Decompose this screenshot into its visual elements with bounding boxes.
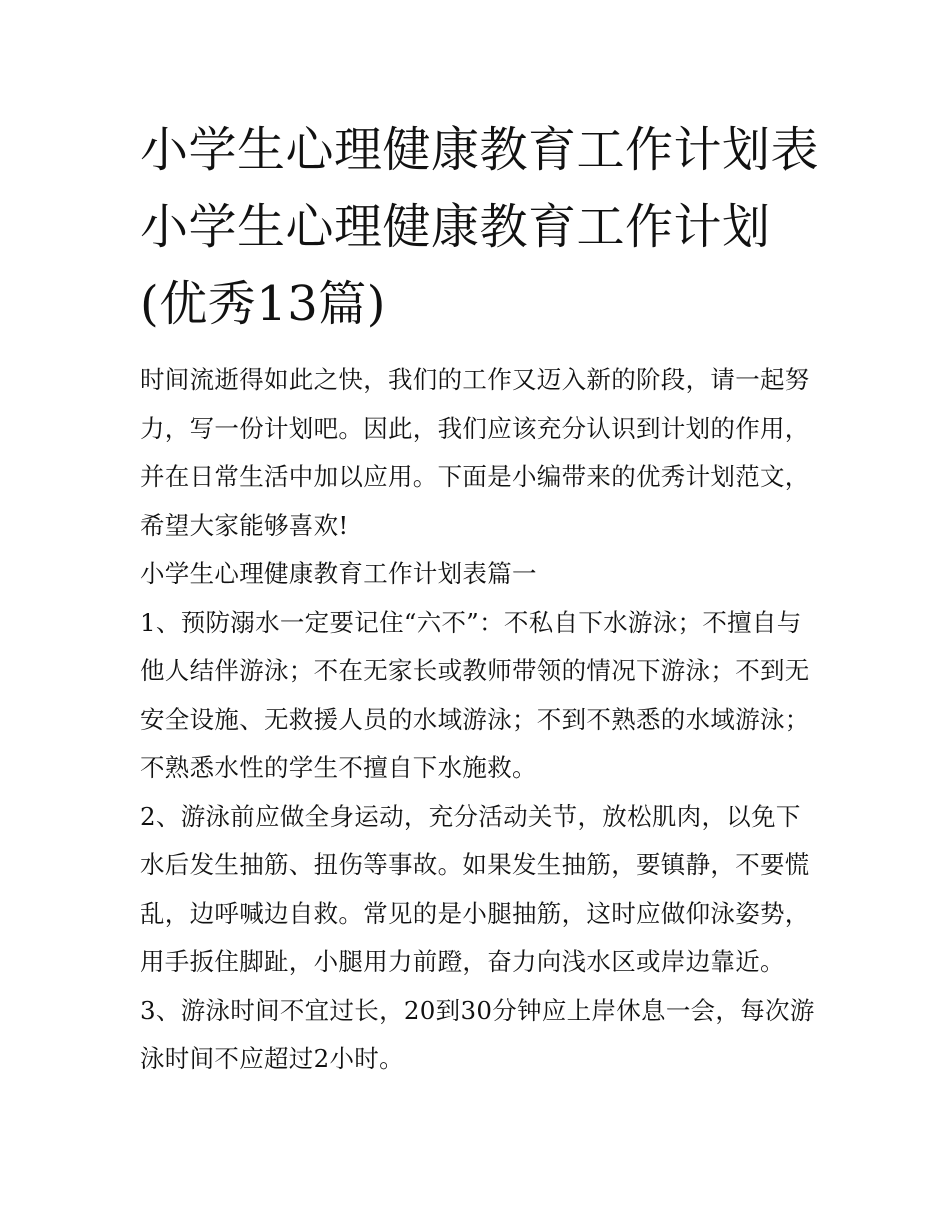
list-item-3: 3、游泳时间不宜过长，20到30分钟应上岸休息一会，每次游泳时间不应超过2小时。	[140, 995, 815, 1073]
document-body	[140, 356, 820, 1084]
document-title: 小学生心理健康教育工作计划表 小学生心理健康教育工作计划(优秀13篇)	[140, 122, 820, 332]
list-item-2: 2、游泳前应做全身运动，充分活动关节，放松肌肉，以免下水后发生抽筋、扭伤等事故。如果发生抽筋，要镇静，不要慌乱，边呼喊边自救。常见的是小腿抽筋，这时应做仰泳姿势，用手扳住脚趾，小腿用力前蹬，奋力向浅水区或岸边靠近。	[140, 801, 810, 976]
list-item-1: 1、预防溺水一定要记住“六不”：不私自下水游泳；不擅自与他人结伴游泳；不在无家长或教师带领的情况下游泳；不到无安全设施、无救援人员的水域游泳；不到不熟悉的水域游泳；不熟悉水性的学生不擅自下水施救。	[140, 607, 810, 782]
section-heading: 小学生心理健康教育工作计划表篇一	[140, 559, 537, 588]
intro-paragraph: 时间流逝得如此之快，我们的工作又迈入新的阶段，请一起努力，写一份计划吧。因此，我们应该充分认识到计划的作用，并在日常生活中加以应用。下面是小编带来的优秀计划范文，希望大家能够喜欢!	[140, 365, 810, 540]
